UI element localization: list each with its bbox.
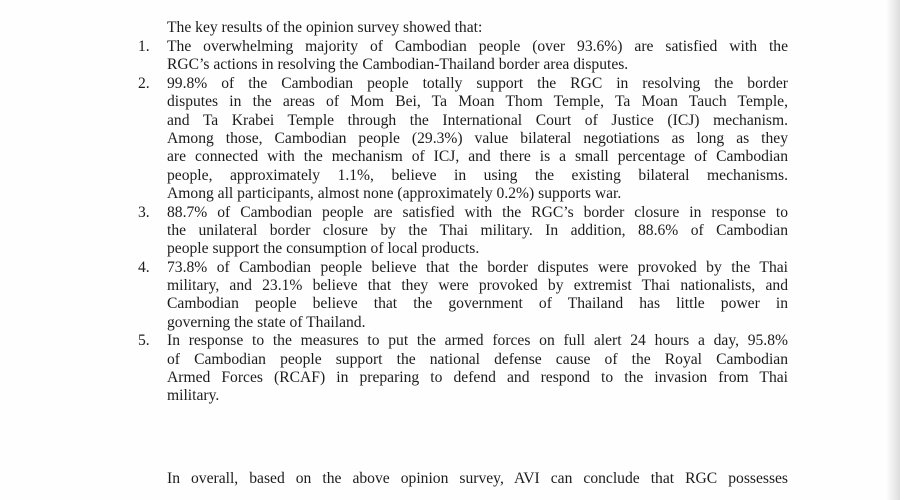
- finding-line: Armed Forces (RCAF) in preparing to defend and respond to the invasion from Thai: [167, 369, 788, 387]
- conclusion-line: In overall, based on the above opinion survey, AVI can conclude that RGC possesses: [167, 470, 788, 487]
- finding-line: 88.7% of Cambodian people are satisfied with the RGC’s border closure in response to: [167, 203, 788, 221]
- finding-number: 4.: [138, 258, 150, 276]
- finding-line: military.: [167, 387, 220, 405]
- finding-item: [138, 75, 788, 204]
- conclusion-paragraph: [167, 470, 788, 488]
- finding-line: 73.8% of Cambodian people believe that the border disputes were provoked by the Thai: [167, 258, 788, 276]
- finding-line: people, approximately 1.1%, believe in using the existing bilateral mechanisms.: [167, 166, 788, 184]
- finding-number: 1.: [138, 38, 150, 55]
- finding-line: governing the state of Thailand.: [167, 313, 366, 331]
- finding-item: [138, 332, 788, 406]
- finding-line: The overwhelming majority of Cambodian people (over 93.6%) are satisfied with the: [167, 38, 788, 55]
- finding-number: 5.: [138, 332, 150, 350]
- finding-line: In response to the measures to put the armed forces on full alert 24 hours a day, 95.8%: [167, 332, 788, 350]
- finding-line: people support the consumption of local products.: [167, 240, 480, 258]
- finding-line: are connected with the mechanism of ICJ, and there is a small percentage of Cambodian: [167, 148, 788, 166]
- finding-line: Among all participants, almost none (approximately 0.2%) supports war.: [167, 185, 622, 203]
- finding-number: 3.: [138, 203, 150, 221]
- finding-line: Cambodian people believe that the government of Thailand has little power in: [167, 295, 788, 313]
- finding-line: the unilateral border closure by the Thai military. In addition, 88.6% of Cambodian: [167, 221, 788, 239]
- finding-line: of Cambodian people support the national defense cause of the Royal Cambodian: [167, 350, 788, 368]
- intro-text: The key results of the opinion survey showed that:: [167, 19, 483, 36]
- page-edge-shadow: [886, 0, 900, 500]
- finding-line: 99.8% of the Cambodian people totally support the RGC in resolving the border: [167, 74, 788, 92]
- finding-line: military, and 23.1% believe that they were provoked by extremist Thai nationalists, and: [167, 277, 788, 295]
- finding-line: and Ta Krabei Temple through the International Court of Justice (ICJ) mechanism.: [167, 111, 788, 129]
- finding-number: 2.: [138, 74, 150, 92]
- finding-line: Among those, Cambodian people (29.3%) value bilateral negotiations as long as they: [167, 129, 788, 147]
- findings-list: [138, 38, 788, 406]
- finding-item: [138, 38, 788, 75]
- finding-item: [138, 259, 788, 333]
- finding-line: disputes in the areas of Mom Bei, Ta Moan Thom Temple, Ta Moan Tauch Temple,: [167, 93, 788, 111]
- finding-item: [138, 204, 788, 259]
- finding-line: RGC’s actions in resolving the Cambodian-Thailand border area disputes.: [167, 56, 629, 74]
